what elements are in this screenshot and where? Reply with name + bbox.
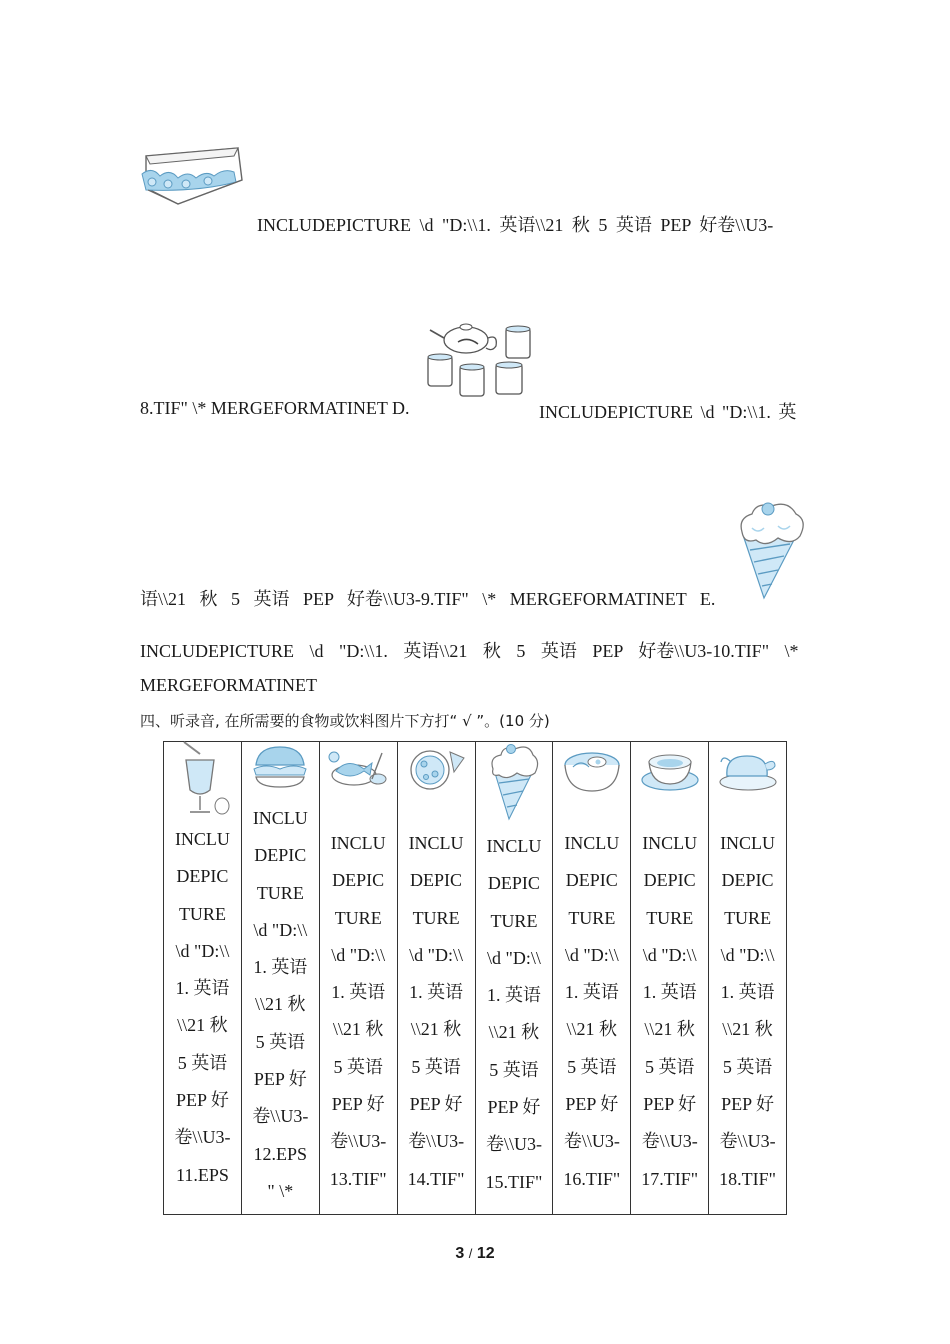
cell-line: 5 英语: [567, 1056, 617, 1077]
cell-line: PEP 好: [643, 1094, 697, 1115]
paragraph-line-4: [140, 637, 810, 663]
page-current: 3: [455, 1245, 465, 1262]
cell-line: 1. 英语: [331, 982, 386, 1003]
cell-line: \d "D:\\: [331, 944, 386, 965]
cell-line: \d "D:\\: [487, 947, 541, 968]
cell-line: TURE: [334, 907, 382, 928]
cell-line: TURE: [568, 907, 616, 928]
cell-line: DEPIC: [643, 870, 696, 891]
cell-line: 卷\\U3-: [408, 1131, 465, 1152]
cell-line: INCLU: [174, 829, 230, 849]
table-cell-5[interactable]: [475, 742, 553, 1215]
cell-line: \d "D:\\: [253, 919, 308, 940]
cell-line: 5 英语: [333, 1056, 383, 1077]
cell-line: \d "D:\\: [564, 944, 619, 965]
cell-line: DEPIC: [254, 845, 307, 866]
line-text: 语\\21 秋 5 英语 PEP 好卷\\U3-9.TIF" \* MERGEFORMATINET E.: [140, 589, 716, 609]
table-cell-3[interactable]: [319, 742, 397, 1215]
ice-cream-icon: [738, 498, 806, 609]
cell-line: 16.TIF": [563, 1168, 621, 1189]
paragraph-line-2-left: [140, 398, 410, 419]
cell-line: 15.TIF": [485, 1171, 543, 1192]
juice-glass-icon: [164, 742, 241, 814]
cell-line: INCLU: [564, 833, 620, 853]
cell-line: DEPIC: [565, 870, 618, 891]
cell-line: 1. 英语: [720, 982, 775, 1003]
line-text: MERGEFORMATINET: [140, 675, 318, 695]
table-cell-1[interactable]: [164, 742, 242, 1215]
cell-line: 14.TIF": [407, 1168, 465, 1189]
cell-line: \\21 秋: [255, 994, 306, 1015]
cell-line: \d "D:\\: [720, 944, 775, 965]
cell-line: INCLU: [486, 836, 542, 856]
line-text: 8.TIF" \* MERGEFORMATINET D.: [140, 398, 410, 418]
tea-set-icon: [424, 322, 536, 405]
instruction-text: 四、听录音, 在所需要的食物或饮料图片下方打“ √ ”。(10 分): [140, 712, 550, 730]
cell-line: \\21 秋: [410, 1019, 462, 1040]
cell-line: PEP 好: [331, 1094, 385, 1115]
noodle-bowl-icon: [553, 742, 630, 798]
cell-line: 18.TIF": [719, 1168, 776, 1189]
food-drink-table: [163, 741, 787, 1215]
paragraph-line-3: [140, 585, 725, 611]
cell-line: " \*: [267, 1180, 294, 1201]
cell-line: 卷\\U3-: [252, 1106, 309, 1127]
cell-line: PEP 好: [409, 1094, 463, 1115]
cell-line: INCLU: [330, 833, 386, 853]
cell-line: 1. 英语: [175, 978, 230, 999]
soup-bowl-icon: [631, 742, 708, 798]
cell-line: \d "D:\\: [175, 940, 230, 961]
table-cell-2[interactable]: [241, 742, 319, 1215]
cell-line: INCLU: [252, 808, 308, 828]
cell-line: 5 英语: [644, 1056, 695, 1077]
cell-line: INCLU: [642, 833, 698, 853]
cell-line: TURE: [646, 907, 694, 928]
cell-line: DEPIC: [410, 870, 463, 891]
line-text: INCLUDEPICTURE \d "D:\\1. 英语\\21 秋 5 英语 PEP 好卷\\U3-10.TIF" \*: [140, 641, 799, 661]
cell-line: 5 英语: [722, 1056, 773, 1077]
paragraph-line-2-right: [539, 398, 810, 424]
cell-line: \d "D:\\: [642, 944, 697, 965]
cell-line: \\21 秋: [177, 1015, 228, 1036]
cell-line: PEP 好: [487, 1097, 541, 1118]
page-separator: /: [468, 1246, 473, 1261]
cell-line: 1. 英语: [486, 985, 541, 1006]
page-number: [0, 1245, 950, 1263]
cell-line: 卷\\U3-: [641, 1131, 698, 1152]
hamburger-icon: [242, 742, 319, 794]
cell-line: 卷\\U3-: [563, 1131, 620, 1152]
cell-line: PEP 好: [253, 1069, 307, 1090]
cell-line: 5 英语: [411, 1056, 461, 1077]
cell-line: 5 英语: [255, 1031, 306, 1052]
cell-line: 12.EPS: [253, 1143, 308, 1164]
cell-line: DEPIC: [721, 870, 774, 891]
page-total: 12: [476, 1245, 495, 1262]
pizza-icon: [398, 742, 475, 794]
cell-line: TURE: [256, 882, 304, 903]
cell-line: PEP 好: [721, 1094, 774, 1115]
cell-line: 卷\\U3-: [485, 1134, 542, 1155]
cell-line: 13.TIF": [329, 1168, 387, 1189]
table-cell-6[interactable]: [553, 742, 631, 1215]
cell-line: DEPIC: [176, 866, 229, 887]
paragraph-line-5: [140, 675, 317, 696]
section-four-instruction: [140, 710, 550, 731]
line-text: INCLUDEPICTURE \d "D:\\1. 英: [539, 402, 797, 422]
cell-line: TURE: [724, 907, 772, 928]
cell-line: \\21 秋: [488, 1022, 540, 1043]
cell-line: DEPIC: [487, 873, 540, 894]
cell-line: TURE: [490, 910, 538, 931]
cell-line: 1. 英语: [642, 982, 697, 1003]
cell-line: TURE: [412, 907, 460, 928]
cell-line: TURE: [178, 903, 226, 924]
ice-cream-icon: [476, 742, 553, 822]
cell-line: 17.TIF": [641, 1168, 699, 1189]
cell-line: 5 英语: [177, 1052, 228, 1073]
cell-line: INCLU: [408, 833, 464, 853]
paragraph-line-1: [257, 211, 810, 237]
cell-line: \\21 秋: [644, 1019, 695, 1040]
cell-line: 1. 英语: [564, 982, 619, 1003]
cell-line: 1. 英语: [409, 982, 464, 1003]
sandwich-icon: [138, 146, 246, 213]
cell-line: DEPIC: [332, 870, 385, 891]
table-cell-8[interactable]: [709, 742, 787, 1215]
cell-line: \\21 秋: [722, 1019, 773, 1040]
cell-line: \d "D:\\: [409, 944, 463, 965]
cell-line: PEP 好: [565, 1094, 619, 1115]
table-row: [164, 742, 787, 1215]
roast-chicken-icon: [709, 742, 786, 798]
table-cell-4[interactable]: [397, 742, 475, 1215]
cell-line: \\21 秋: [332, 1019, 384, 1040]
cell-line: \\21 秋: [566, 1019, 618, 1040]
line-text: INCLUDEPICTURE \d "D:\\1. 英语\\21 秋 5 英语 PEP 好卷\\U3-: [257, 215, 774, 235]
cell-line: 1. 英语: [253, 957, 308, 978]
table-cell-7[interactable]: [631, 742, 709, 1215]
cell-line: 卷\\U3-: [719, 1131, 776, 1152]
cell-line: 卷\\U3-: [330, 1131, 387, 1152]
fish-dish-icon: [320, 742, 397, 794]
cell-line: 11.EPS: [176, 1164, 229, 1185]
cell-line: INCLU: [720, 833, 776, 853]
cell-line: 5 英语: [489, 1059, 539, 1080]
cell-line: PEP 好: [176, 1090, 229, 1111]
cell-line: 卷\\U3-: [174, 1127, 231, 1148]
